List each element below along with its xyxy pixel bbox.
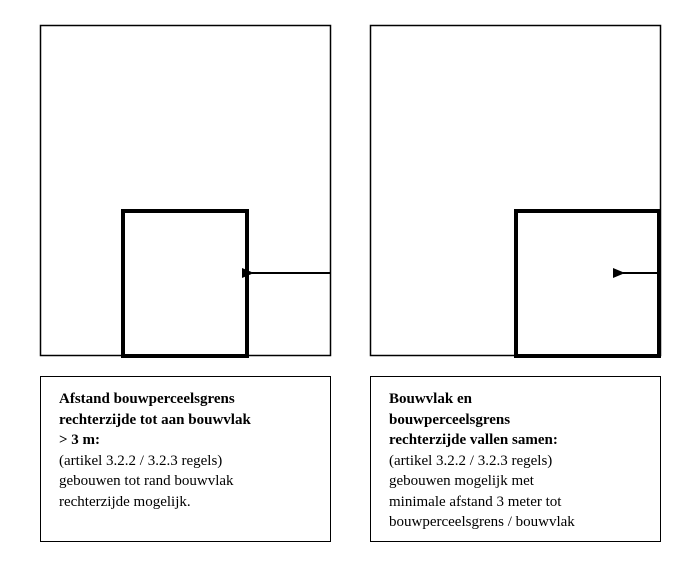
caption-line: rechterzijde mogelijk. [59, 493, 191, 510]
left-building-block [123, 211, 247, 356]
left-caption-heading [59, 389, 318, 451]
caption-line: gebouwen tot rand bouwvlak [59, 473, 234, 489]
left-caption-body [59, 451, 318, 513]
right-caption-heading [389, 389, 648, 451]
caption-line: Bouwvlak en [389, 391, 472, 407]
caption-line: minimale afstand 3 meter tot [389, 493, 562, 510]
caption-line: (artikel 3.2.2 / 3.2.3 regels) [59, 452, 223, 469]
caption-line: > 3 m: [59, 432, 101, 448]
caption-line: rechterzijde vallen samen: [389, 432, 558, 448]
caption-line: bouwperceelsgrens [389, 411, 511, 428]
caption-line: gebouwen mogelijk met [389, 473, 534, 489]
caption-line: bouwperceelsgrens / bouwvlak [389, 514, 575, 530]
caption-line: rechterzijde tot aan bouwvlak [59, 411, 251, 428]
right-building-block [516, 211, 659, 356]
caption-line: (artikel 3.2.2 / 3.2.3 regels) [389, 452, 553, 469]
caption-line: Afstand bouwperceelsgrens [59, 391, 235, 407]
left-plot-boundary [41, 26, 331, 356]
left-caption-box [40, 376, 331, 542]
right-caption-box [370, 376, 661, 542]
right-caption-body [389, 451, 648, 533]
